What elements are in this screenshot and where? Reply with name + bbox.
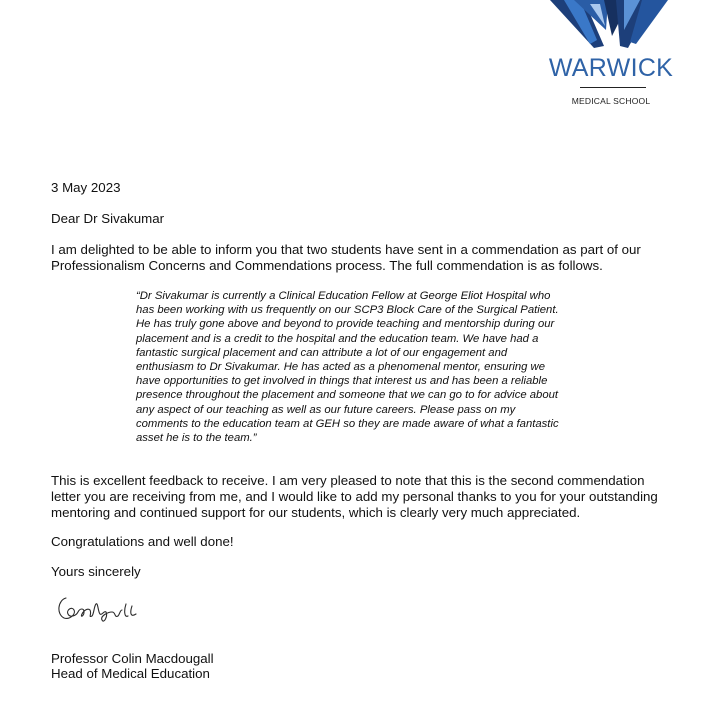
- intro-paragraph: I am delighted to be able to inform you that two students have sent in a commendation as part of our Professionalism Concerns and Commendations process. The full commendation is as follows.: [51, 242, 641, 273]
- signatory-name: Professor Colin Macdougall: [51, 651, 214, 666]
- logo-wordmark: WARWICK: [548, 54, 674, 82]
- warwick-crest-icon: [550, 0, 668, 52]
- warwick-logo: [528, 0, 688, 112]
- signatory-title: Head of Medical Education: [51, 666, 210, 681]
- commendation-quote: “Dr Sivakumar is currently a Clinical Education Fellow at George Eliot Hospital who has been working with us frequently on our SCP3 Block Care of the Surgical Patient. He has truly gone above and beyond to provide teaching and mentorship during our placement and is a credit to the hospital and the education team. We have had a fantastic surgical placement and can attribute a lot of our engagement and enthusiasm to Dr Sivakumar. He has acted as a phenomenal mentor, ensuring we have opportunities to get involved in things that interest us and has been a reliable presence throughout the placement and someone that we can go to for advice about any aspect of our teaching as well as our future careers. Please pass on my comments to the education team at GEH so they are made aware of what a fantastic asset he is to the team.”: [136, 290, 559, 445]
- congratulations-line: Congratulations and well done!: [51, 534, 234, 549]
- logo-divider: [580, 87, 646, 88]
- signature-image: [54, 590, 146, 630]
- salutation: Dear Dr Sivakumar: [51, 211, 165, 226]
- feedback-paragraph: This is excellent feedback to receive. I am very pleased to note that this is the second commendation letter you are receiving from me, and I would like to add my personal thanks to you for your outstanding mentoring and continued support for our students, which is clearly very much appreciated.: [51, 473, 658, 520]
- letter-date: 3 May 2023: [51, 180, 121, 195]
- closing-line: Yours sincerely: [51, 564, 141, 579]
- logo-subtitle: MEDICAL SCHOOL: [571, 96, 651, 106]
